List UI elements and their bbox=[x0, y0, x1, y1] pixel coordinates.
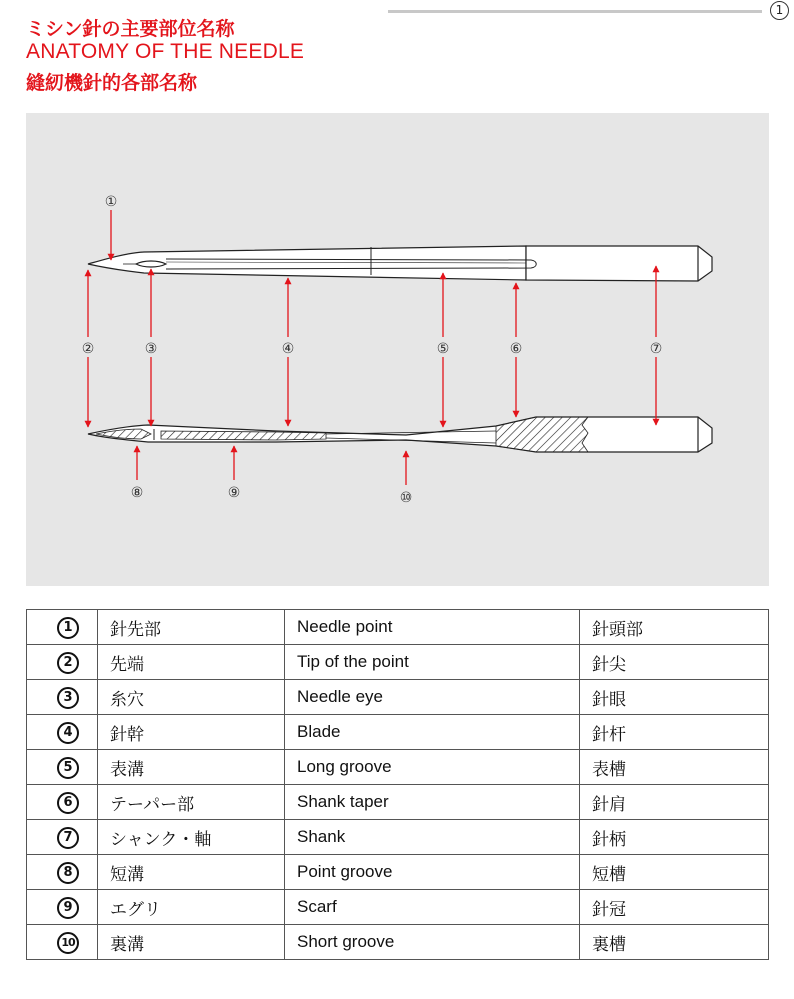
table-row bbox=[27, 925, 769, 960]
part-name-japanese: 短溝 bbox=[98, 855, 285, 890]
callout-5: ⑤ bbox=[436, 341, 450, 357]
part-name-japanese: エグリ bbox=[98, 890, 285, 925]
callout-7: ⑦ bbox=[649, 341, 663, 357]
part-name-chinese: 針尖 bbox=[580, 645, 769, 680]
needle-side-view bbox=[88, 417, 712, 452]
part-name-english: Long groove bbox=[285, 750, 580, 785]
callout-6: ⑥ bbox=[509, 341, 523, 357]
page-number: 1 bbox=[770, 1, 789, 20]
part-name-chinese: 表槽 bbox=[580, 750, 769, 785]
table-row bbox=[27, 715, 769, 750]
part-number-cell bbox=[27, 715, 98, 750]
part-number: 6 bbox=[57, 792, 79, 814]
callout-2: ② bbox=[81, 341, 95, 357]
title-chinese: 縫紉機針的各部名称 bbox=[26, 72, 198, 94]
part-number: 2 bbox=[57, 652, 79, 674]
part-number-cell bbox=[27, 680, 98, 715]
title-english: ANATOMY OF THE NEEDLE bbox=[26, 40, 305, 63]
callout-8: ⑧ bbox=[130, 485, 144, 501]
part-name-english: Scarf bbox=[285, 890, 580, 925]
part-number: 5 bbox=[57, 757, 79, 779]
part-name-chinese: 針冠 bbox=[580, 890, 769, 925]
part-name-japanese: 針幹 bbox=[98, 715, 285, 750]
part-number: 4 bbox=[57, 722, 79, 744]
table-row bbox=[27, 645, 769, 680]
part-number-cell bbox=[27, 855, 98, 890]
part-name-chinese: 針柄 bbox=[580, 820, 769, 855]
part-name-english: Short groove bbox=[285, 925, 580, 960]
table-row bbox=[27, 785, 769, 820]
table-row bbox=[27, 610, 769, 645]
part-number-cell bbox=[27, 925, 98, 960]
part-number: 8 bbox=[57, 862, 79, 884]
part-number: 7 bbox=[57, 827, 79, 849]
table-row bbox=[27, 855, 769, 890]
part-name-english: Shank taper bbox=[285, 785, 580, 820]
callout-9: ⑨ bbox=[227, 485, 241, 501]
part-name-chinese: 裏槽 bbox=[580, 925, 769, 960]
table-row bbox=[27, 890, 769, 925]
part-number-cell bbox=[27, 785, 98, 820]
part-name-english: Needle eye bbox=[285, 680, 580, 715]
table-row bbox=[27, 750, 769, 785]
table-row bbox=[27, 680, 769, 715]
part-number: 9 bbox=[57, 897, 79, 919]
part-name-japanese: テーパー部 bbox=[98, 785, 285, 820]
part-name-japanese: 先端 bbox=[98, 645, 285, 680]
part-name-chinese: 短槽 bbox=[580, 855, 769, 890]
part-name-chinese: 針杆 bbox=[580, 715, 769, 750]
callout-1: ① bbox=[104, 194, 118, 210]
part-name-english: Point groove bbox=[285, 855, 580, 890]
part-name-japanese: シャンク・軸 bbox=[98, 820, 285, 855]
part-name-chinese: 針頭部 bbox=[580, 610, 769, 645]
part-number-cell bbox=[27, 750, 98, 785]
part-name-english: Blade bbox=[285, 715, 580, 750]
part-number: 3 bbox=[57, 687, 79, 709]
table-row bbox=[27, 820, 769, 855]
part-name-english: Needle point bbox=[285, 610, 580, 645]
callout-4: ④ bbox=[281, 341, 295, 357]
part-number: 10 bbox=[57, 932, 79, 954]
part-number-cell bbox=[27, 610, 98, 645]
needle-diagram-panel bbox=[26, 113, 769, 586]
part-number-cell bbox=[27, 645, 98, 680]
part-name-japanese: 糸穴 bbox=[98, 680, 285, 715]
callout-3: ③ bbox=[144, 341, 158, 357]
needle-front-view bbox=[88, 246, 712, 281]
part-number-cell bbox=[27, 820, 98, 855]
part-number: 1 bbox=[57, 617, 79, 639]
parts-table bbox=[26, 609, 769, 960]
part-number-cell bbox=[27, 890, 98, 925]
part-name-japanese: 裏溝 bbox=[98, 925, 285, 960]
callout-10: ⑩ bbox=[399, 490, 413, 506]
part-name-japanese: 針先部 bbox=[98, 610, 285, 645]
title-japanese: ミシン針の主要部位名称 bbox=[26, 18, 235, 40]
needle-diagram bbox=[26, 113, 769, 586]
part-name-english: Tip of the point bbox=[285, 645, 580, 680]
part-name-chinese: 針肩 bbox=[580, 785, 769, 820]
part-name-english: Shank bbox=[285, 820, 580, 855]
part-name-chinese: 針眼 bbox=[580, 680, 769, 715]
header-rule bbox=[388, 10, 762, 13]
part-name-japanese: 表溝 bbox=[98, 750, 285, 785]
